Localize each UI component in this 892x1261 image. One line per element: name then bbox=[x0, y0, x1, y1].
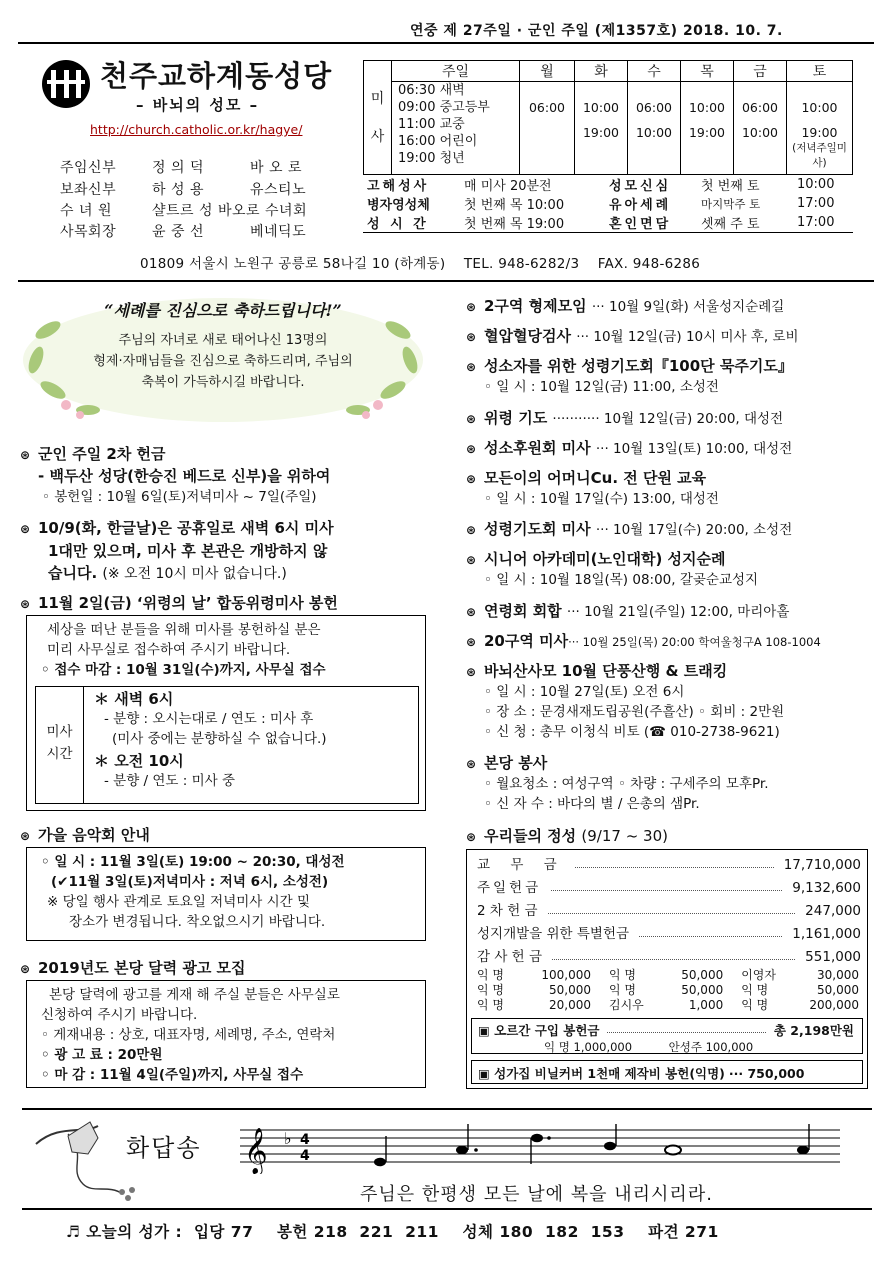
grape-vine-icon bbox=[28, 1114, 138, 1206]
notice-title: ⊛ 11월 2일(금) ‘위령의 날’ 합동위령미사 봉헌 bbox=[20, 594, 338, 612]
church-logo-icon bbox=[40, 58, 92, 110]
calendar-ad-box: 본당 달력에 광고를 게재 해 주실 분들은 사무실로 신청하여 주시기 바랍니다. ◦ 게재내용 : 상호, 대표자명, 세례명, 주소, 연락처 ◦ 광 고 료 : 20만원 ◦ 마 감 : 11월 4일(주일)까지, 사무실 접수 bbox=[26, 980, 426, 1088]
church-address: 01809 서울시 노원구 공릉로 58나길 10 (하계동) TEL. 948-6282/3 FAX. 948-6286 bbox=[140, 256, 701, 272]
notice-item: ⊛ 20구역 미사··· 10월 25일(목) 20:00 학여울청구A 108-1004 bbox=[466, 632, 821, 650]
banner-text: 주님의 자녀로 새로 태어나신 13명의 형제·자매님들을 진심으로 축하드리며, 주님의 축복이 가득하시길 바랍니다. bbox=[93, 333, 353, 390]
banner-title: “세례를 진심으로 축하드립니다!” bbox=[104, 301, 342, 320]
baptism-banner bbox=[18, 290, 428, 430]
notice-item: ⊛ 모든이의 어머니Cu. 전 단원 교육 bbox=[466, 469, 707, 487]
offering-row: 2 차 헌 금 247,000 bbox=[477, 900, 861, 923]
svg-text:4: 4 bbox=[300, 1132, 310, 1148]
offering-row: 교 무 금 17,710,000 bbox=[477, 854, 861, 877]
staff-row: 주임신부 정 의 덕 바 오 로 bbox=[60, 160, 302, 176]
staff-row: 사목회장 윤 중 선 베네딕도 bbox=[60, 224, 307, 240]
offering-row: 주일헌금 9,132,600 bbox=[477, 877, 861, 900]
mass-schedule-table: 미 사 주일 월 화 수 목 금 토 06:30 새벽 09:00 중고등부 11:00 교중 16:00 어린이 19:00 청년 06:00 10:00 19:00 06:00 10:00 10:00 19:00 06:00 10:00 10:00 19:00 (저녁주일미사) bbox=[363, 60, 853, 175]
header-rule bbox=[18, 280, 874, 282]
notice-item: ⊛ 혈압혈당검사 ··· 10월 12일(금) 10시 미사 후, 로비 bbox=[466, 327, 799, 345]
staff-row: 수 녀 원 샬트르 성 바오로 수녀회 bbox=[60, 203, 308, 219]
psalm-label: 화답송 bbox=[126, 1134, 202, 1162]
psalm-top-rule bbox=[22, 1108, 872, 1110]
memorial-box: 세상을 떠난 분들을 위해 미사를 봉헌하실 분은 미리 사무실로 접수하여 주시기 바랍니다. ◦ 접수 마감 : 10월 31일(수)까지, 사무실 접수 미사 시간 ＊ 새벽 6시 - 분향 : 오시는대로 / 연도 : 미사 후 (미사 중에는 분향하실 수 없습니다.) ＊ 오전 10시 - 분향 / 연도 : 미사 중 bbox=[26, 615, 426, 811]
psalm-bottom-rule bbox=[22, 1208, 872, 1210]
notice-title: ⊛ 2019년도 본당 달력 광고 모집 bbox=[20, 959, 246, 977]
notice-item: ⊛ 위령 기도 ··········· 10월 12일(금) 20:00, 대성전 bbox=[466, 409, 784, 427]
svg-text:♭: ♭ bbox=[284, 1129, 292, 1148]
organ-fund-box: ▣ 오르간 구입 봉헌금 총 2,198만원 익 명 1,000,000 안셩주 100,000 bbox=[471, 1018, 863, 1054]
hymnal-fund-box: ▣ 성가집 비닐커버 1천매 제작비 봉헌(익명) ··· 750,000 bbox=[471, 1060, 863, 1084]
today-hymns: ♬ 오늘의 성가 : 입당 77 봉헌 218 221 211 성체 180 182 153 파견 271 bbox=[66, 1223, 719, 1241]
notice-item: ⊛ 시니어 아카데미(노인대학) 성지순례 bbox=[466, 550, 726, 568]
top-rule bbox=[18, 42, 874, 44]
sacrament-table: 고해성사 매 미사 20분전 성모신심 첫 번째 토 10:00 병자영성체 첫 번째 목 10:00 유아세례 마지막주 토 17:00 성 시 간 첫 번째 목 19:00 혼인면담 셋째 주 토 17:00 bbox=[363, 175, 853, 233]
notice-item: ⊛ 바뇌산사모 10월 단풍산행 & 트래킹 bbox=[466, 662, 728, 680]
notice-item: ⊛ 성령기도회 미사 ··· 10월 17일(수) 20:00, 소성전 bbox=[466, 520, 793, 538]
donor-table: 익 명 100,000 익 명 50,000 이영자 30,000 익 명 50,000 익 명 50,000 익 명 50,000 익 명 20,000 김시우 1,000 익 명 200,000 bbox=[477, 968, 859, 1012]
notice-item: ◦ 봉헌일 : 10월 6일(토)저녁미사 ~ 7일(주일) bbox=[42, 489, 317, 505]
notice-holiday: ⊛ 10/9(화, 한글날)은 공휴일로 새벽 6시 미사 1대만 있으며, 미사 후 본관은 개방하지 않 습니다. (※ 오전 10시 미사 없습니다.) bbox=[20, 519, 334, 582]
music-staff bbox=[240, 1124, 840, 1174]
svg-text:4: 4 bbox=[300, 1148, 310, 1164]
notice-subtitle: - 백두산 성당(한승진 베드로 신부)을 위하여 bbox=[38, 467, 331, 485]
notice-item: ⊛ 성소자를 위한 성령기도회『100단 묵주기도』 bbox=[466, 357, 793, 375]
notice-item: ⊛ 성소후원회 미사 ··· 10월 13일(토) 10:00, 대성전 bbox=[466, 439, 793, 457]
notice-item: ⊛ 본당 봉사 bbox=[466, 754, 548, 772]
concert-box: ◦ 일 시 : 11월 3일(토) 19:00 ~ 20:30, 대성전 (✔11월 3일(토)저녁미사 : 저녁 6시, 소성전) ※ 당일 행사 관계로 토요일 저녁미사 시간 및 장소가 변경됩니다. 착오없으시기 바랍니다. bbox=[26, 847, 426, 941]
notice-title: ⊛ 군인 주일 2차 헌금 bbox=[20, 445, 166, 463]
psalm-lyric: 주님은 한평생 모든 날에 복을 내리시리라. bbox=[360, 1184, 713, 1205]
mass-time-box: 미사 시간 ＊ 새벽 6시 - 분향 : 오시는대로 / 연도 : 미사 후 (미사 중에는 분향하실 수 없습니다.) ＊ 오전 10시 - 분향 / 연도 : 미사 중 bbox=[35, 686, 419, 804]
notice-item: ⊛ 연령회 회합 ··· 10월 21일(주일) 12:00, 마리아홀 bbox=[466, 602, 790, 620]
issue-line: 연중 제 27주일 · 군인 주일 (제1357호) 2018. 10. 7. bbox=[410, 23, 783, 39]
church-url-link[interactable]: http://church.catholic.or.kr/hagye/ bbox=[90, 122, 303, 137]
treble-clef-icon: 𝄞 bbox=[244, 1128, 268, 1174]
church-name: 천주교하계동성당 bbox=[100, 59, 333, 93]
offering-box bbox=[466, 849, 868, 1089]
offering-title: ⊛ 우리들의 정성 (9/17 ~ 30) bbox=[466, 827, 668, 845]
notice-item: ⊛ 2구역 형제모임 ··· 10월 9일(화) 서울성지순례길 bbox=[466, 297, 785, 315]
church-subname: – 바뇌의 성모 – bbox=[136, 96, 260, 114]
offering-row: 감 사 헌 금 551,000 bbox=[477, 946, 861, 969]
staff-row: 보좌신부 하 성 용 유스티노 bbox=[60, 182, 307, 198]
notice-title: ⊛ 가을 음악회 안내 bbox=[20, 826, 150, 844]
offering-row: 성지개발을 위한 특별헌금 1,161,000 bbox=[477, 923, 861, 946]
